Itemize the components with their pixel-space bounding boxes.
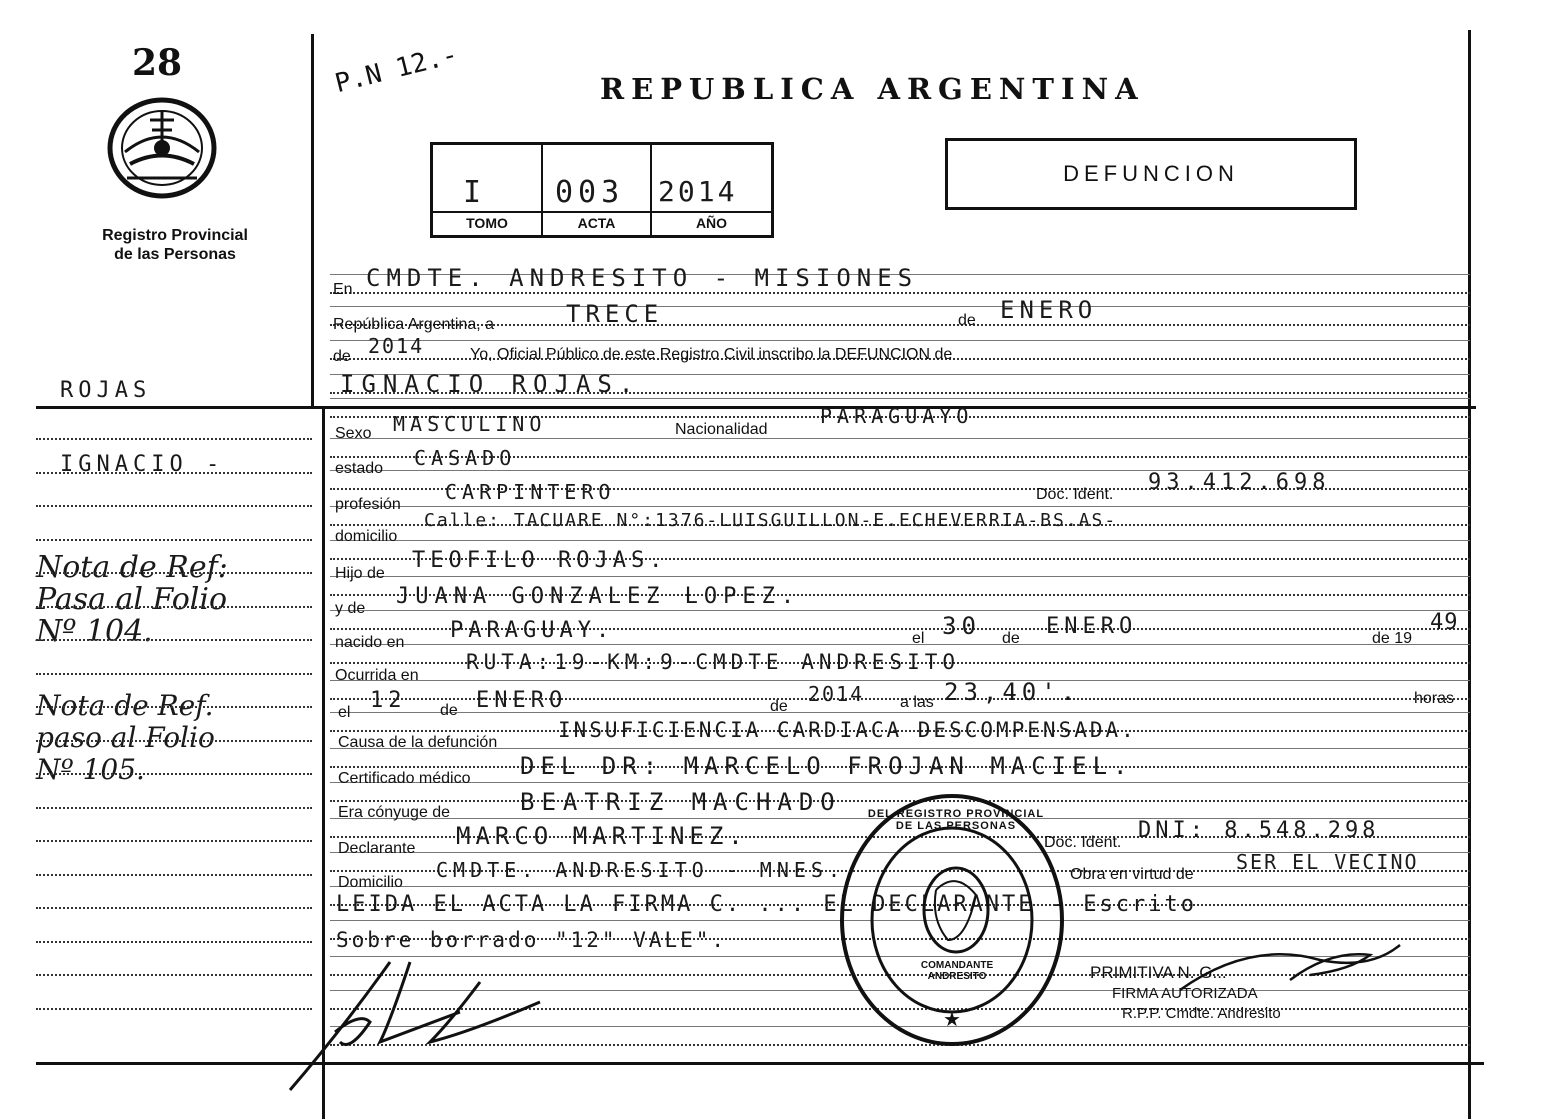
conyuge-value: BEATRIZ MACHADO [520,788,842,816]
sidebar-dotted-line [36,639,312,641]
folio-number: 28 [132,42,183,84]
sexo-value: MASCULINO [393,412,547,436]
ocurrida-value: RUTA:19-KM:9-CMDTE ANDRESITO [466,650,961,674]
margin-note-top: P.N 12.- [332,39,461,100]
form-row-dots [330,324,1470,326]
de19-label: de 19 [1372,630,1413,647]
profesion-label: profesión [335,496,401,513]
bottom-divider [36,1062,1484,1065]
sidebar-surname: ROJAS [60,378,152,403]
intro-text: Yo, Oficial Público de este Registro Civil inscribo la DEFUNCION de [470,346,953,363]
month-written: ENERO [1000,296,1098,324]
acta-label: ACTA [577,215,616,231]
republica-label: República Argentina, a [333,316,494,333]
stamp-outer-text: DEL REGISTRO PROVINCIAL DE LAS PERSONAS [867,808,1045,832]
doc-value-2: DNI: 8.548.298 [1138,818,1380,843]
doc-label: Doc. Ident. [1036,486,1114,503]
yde-value: JUANA GONZALEZ LOPEZ. [396,584,801,609]
form-row-line [330,576,1470,577]
birth-year-suffix: 49 [1430,610,1459,635]
death-year: 2014 [808,682,865,706]
de-year-label: de [333,348,351,365]
ocurrida-label: Ocurrida en [335,667,419,684]
deceased-name: IGNACIO ROJAS. [340,370,641,398]
sidebar-dotted-line [36,740,312,742]
rpp-label: R.P.P. Cmdte. Andresito [1122,1005,1281,1022]
firma-label: FIRMA AUTORIZADA [1112,985,1258,1002]
domicilio2-label: Domicilio [338,874,403,891]
sidebar-dotted-line [36,974,312,976]
note1-line1: Nota de Ref: [36,550,228,585]
sidebar-dotted-line [36,438,312,440]
note2-line1: Nota de Ref. [36,689,214,722]
note2-line2: paso al Folio [36,721,215,754]
obra-label: Obra en virtud de [1070,866,1194,883]
death-time: 23,40'. [944,678,1081,706]
alas-label: a las [900,694,934,711]
sidebar-divider [36,406,1476,409]
horas-label: horas [1414,690,1455,707]
certificado-label: Certificado médico [338,770,471,787]
note2-line3: Nº 105. [36,753,145,786]
estado-label: estado [335,460,384,477]
acta-value: 003 [555,175,625,210]
birth-day: 30 [942,612,981,640]
sidebar-dotted-line [36,874,312,876]
sidebar-dotted-line [36,1008,312,1010]
domicilio-value: Calle: TACUARE N°:1376-LUISGUILLON-E.ECHEVERRIA-BS.AS- [424,510,1118,531]
doc-label-2: Doc. Ident. [1044,834,1122,851]
record-type-box [945,138,1357,210]
certificado-value: DEL DR: MARCELO FROJAN MACIEL. [520,752,1134,780]
form-row-line [330,610,1470,611]
anio-value: 2014 [658,175,738,208]
yde-label: y de [335,600,366,617]
place-value: CMDTE. ANDRESITO - MISIONES [366,264,919,292]
registry-name-line1: Registro Provincial [102,227,248,244]
de-label-3: de [440,702,458,719]
registry-name [60,226,290,264]
form-row-line [330,438,1470,439]
id-box-label-line [433,211,771,213]
doc-value: 93.412.698 [1148,470,1331,495]
form-row-line [330,748,1470,749]
official-name: PRIMITIVA N. G... [1090,963,1227,982]
domicilio-label: domicilio [335,528,398,545]
form-row-line [330,644,1470,645]
sidebar-dotted-line [36,773,312,775]
death-day: 12 [370,688,407,713]
sidebar-note-1 [36,552,228,648]
note1-line3: Nº 104. [36,614,153,649]
declarant-signature-icon [280,942,580,1092]
tomo-label: TOMO [466,215,508,231]
causa-label: Causa de la defunción [338,734,498,751]
causa-value: INSUFICIENCIA CARDIACA DESCOMPENSADA. [558,718,1137,742]
sidebar-dotted-line [36,472,312,474]
observation-line-2: Sobre borrado "12" VALE". [336,928,728,952]
sidebar-dotted-line [36,572,312,574]
domicilio2-value: CMDTE. ANDRESITO - MNES. [436,858,845,882]
hijo-label: Hijo de [335,565,385,582]
day-written: TRECE [566,300,664,328]
sidebar-given-name: IGNACIO - [60,452,225,477]
de-label-4: de [770,698,788,715]
birth-month: ENERO [1046,614,1138,639]
sidebar-dotted-line [36,539,312,541]
death-month: ENERO [476,688,568,713]
column-divider-left [311,34,314,408]
estado-value: CASADO [414,446,517,470]
form-row-line [330,680,1470,681]
sidebar-dotted-line [36,706,312,708]
sidebar-dotted-line [36,941,312,943]
form-row-line [330,340,1470,341]
year-value: 2014 [368,334,425,358]
form-row-line [330,306,1470,307]
anio-label: AÑO [695,215,728,231]
nacionalidad-label: Nacionalidad [675,421,768,438]
sidebar-dotted-line [36,840,312,842]
form-row-line [330,540,1470,541]
sidebar-dotted-line [36,606,312,608]
sidebar-dotted-line [36,673,312,675]
form-row-dots [330,292,1470,294]
sidebar-dotted-line [36,907,312,909]
sidebar-dotted-line [36,807,312,809]
official-stamp [836,790,1068,1050]
el-label-2: el [338,704,351,721]
sidebar-dotted-line [36,505,312,507]
form-row-line [330,398,1470,399]
declarante-label: Declarante [338,840,416,857]
form-row-line [330,782,1470,783]
nacido-label: nacido en [335,634,405,651]
note1-line2: Pasa al Folio [36,582,228,617]
sexo-label: Sexo [335,425,372,442]
observation-line-1: LEIDA EL ACTA LA FIRMA C. ... EL DECLARANTE - Escrito [336,892,1197,917]
tomo-value: I [463,175,487,210]
profesion-value: CARPINTERO [445,480,616,504]
de-label: de [958,312,976,329]
record-type: DEFUNCION [1063,161,1239,186]
stamp-inner-text: COMANDANTE ANDRESITO [920,960,994,982]
sidebar-note-2 [36,690,215,786]
nacionalidad-value: PARAGUAYO [820,404,974,428]
hijo-value: TEOFILO ROJAS. [412,548,668,573]
declarante-value: MARCO MARTINEZ. [456,822,748,850]
record-id-box [430,142,774,238]
nacido-value: PARAGUAY. [450,618,615,643]
country-title: REPUBLICA ARGENTINA [600,72,1145,106]
provincial-seal-icon [105,92,220,204]
svg-text:★: ★ [943,1007,961,1031]
registry-name-line2: de las Personas [114,246,236,263]
en-label: En [333,281,353,298]
obra-value: SER EL VECINO [1236,850,1419,874]
form-row-line [330,506,1470,507]
el-label: el [912,630,925,647]
conyuge-label: Era cónyuge de [338,804,451,821]
de-label-2: de [1002,630,1020,647]
